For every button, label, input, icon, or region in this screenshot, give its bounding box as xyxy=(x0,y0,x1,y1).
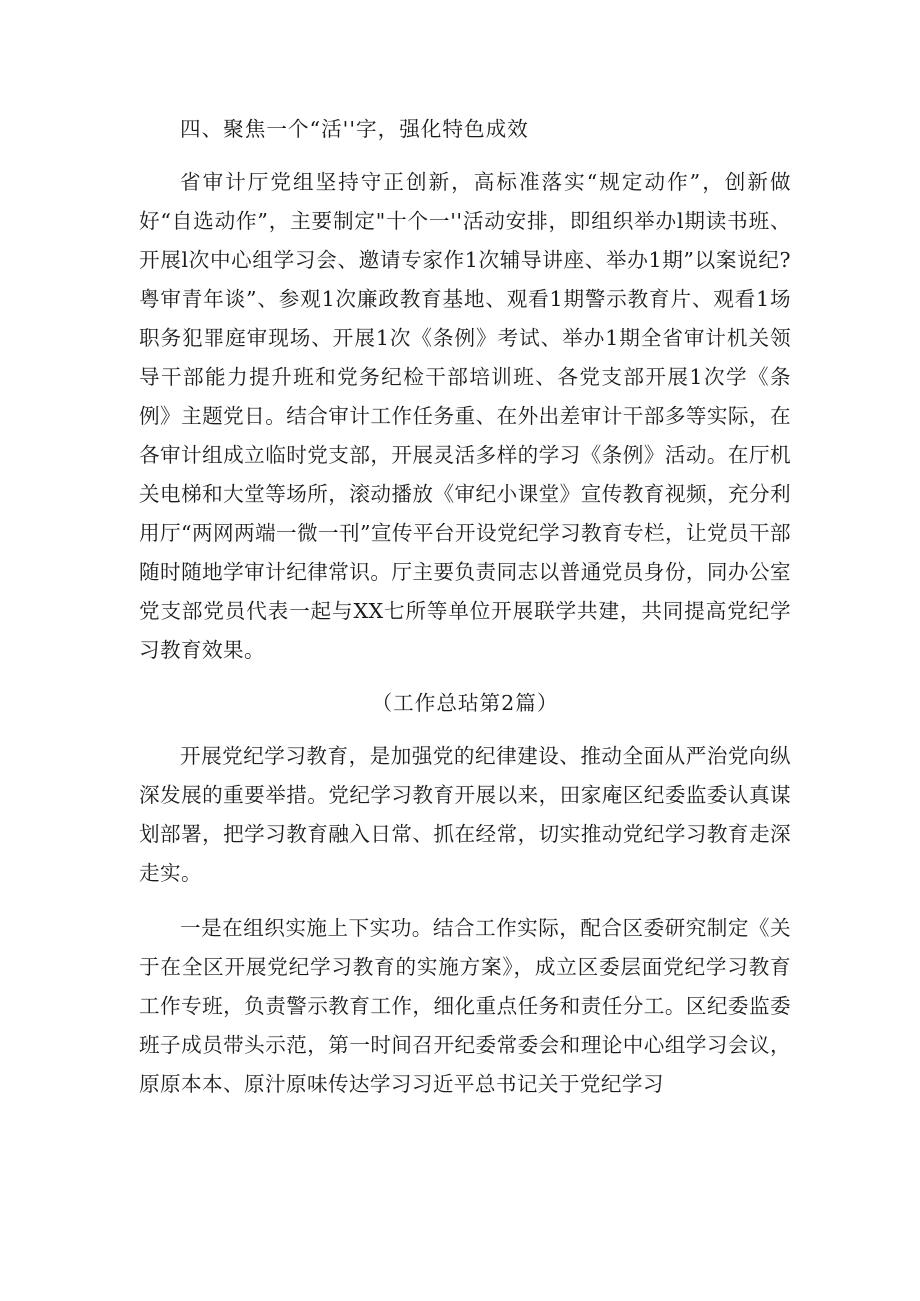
body-paragraph: 开展党纪学习教育，是加强党的纪律建设、推动全面从严治党向纵深发展的重要举措。党纪学习教育开展以来，田家庵区纪委监委认真谋划部署，把学习教育融入日常、抓在经常，切实推动党纪学习教育走深走实。 xyxy=(139,744,791,885)
article-title: （工作总玷第2篇） xyxy=(371,691,559,715)
body-paragraph: 一是在组织实施上下实功。结合工作实际，配合区委研究制定《关于在全区开展党纪学习教育的实施方案》，成立区委层面党纪学习教育工作专班，负责警示教育工作，细化重点任务和责任分工。区纪委监委班子成员带头示范，第一时间召开纪委常委会和理论中心组学习会议，原原本本、原汁原味传达学习习近平总书记关于党纪学习 xyxy=(139,916,791,1096)
body-paragraph: 省审计厅党组坚持守正创新，高标准落实“规定动作”，创新做好“自选动作”，主要制定"十个一''活动安排，即组织举办l期读书班、开展l次中心组学习会、邀请专家作1次辅导讲座、举办1期”以案说纪?粤审青年谈”、参观1次廉政教育基地、观看1期警示教育片、观看1场职务犯罪庭审现场、开展1次《条例》考试、举办1期全省审计机关领导干部能力提升班和党务纪检干部培训班、各党支部开展1次学《条例》主题党日。结合审计工作任务重、在外出差审计干部多等实际，在各审计组成立临时党支部，开展灵活多样的学习《条例》活动。在厅机关电梯和大堂等场所，滚动播放《审纪小课堂》宣传教育视频，充分利用厅“两网两端一微一刊”宣传平台开设党纪学习教育专栏，让党员干部随时随地学审计纪律常识。厅主要负责同志以普通党员身份，同办公室党支部党员代表一起与XX七所等单位开展联学共建，共同提高党纪学习教育效果。 xyxy=(139,170,791,662)
document-body xyxy=(139,110,791,1118)
section-heading: 四、聚焦一个“活''字，强化特色成效 xyxy=(180,117,529,141)
